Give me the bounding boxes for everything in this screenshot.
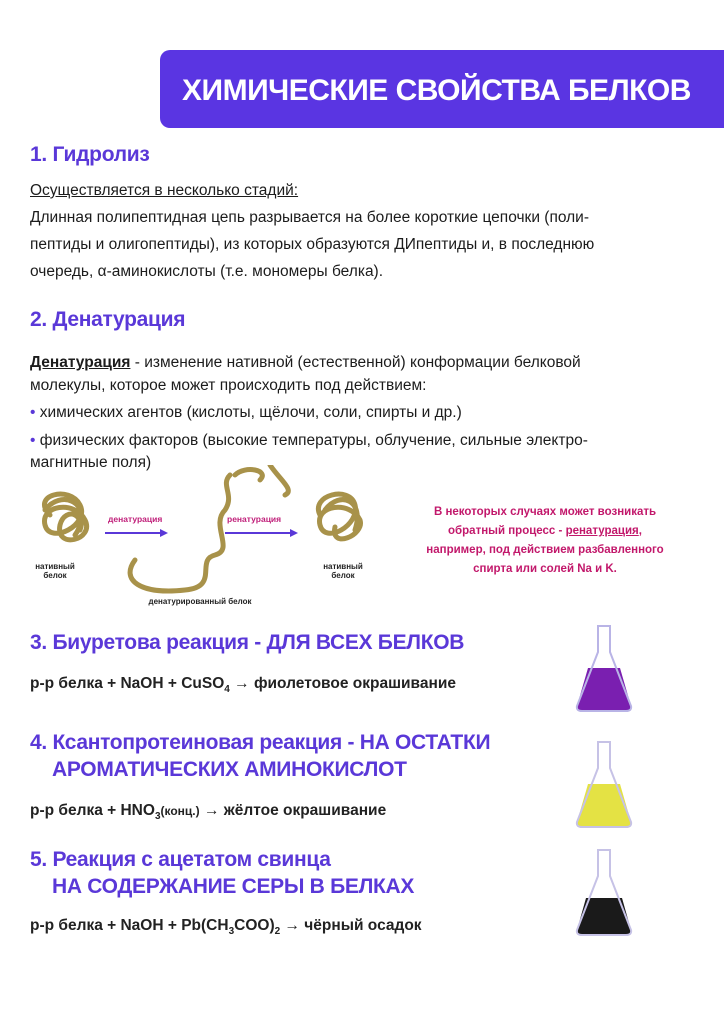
note-line: например, под действием разбавленного: [426, 544, 664, 556]
section-heading-hydrolysis: 1. Гидролиз: [30, 143, 150, 166]
page-title: ХИМИЧЕСКИЕ СВОЙСТВА БЕЛКОВ: [182, 74, 691, 107]
native-protein-right-image: [318, 494, 360, 539]
bullet-text: химических агентов (кислоты, щёлочи, соли, спирты и др.): [39, 404, 462, 421]
section-heading-biuret: 3. Биуретова реакция - ДЛЯ ВСЕХ БЕЛКОВ: [30, 631, 465, 654]
arrow-label-renaturation: ренатурация: [227, 514, 282, 524]
label-denatured-protein: денатурированный белок: [148, 597, 252, 606]
section-heading-lead-acetate: 5. Реакция с ацетатом свинца: [30, 848, 331, 871]
biuret-formula: р-р белка + NaOH + CuSO$_4$ → фиолетовое окрашивание: [30, 675, 456, 696]
hydrolysis-line: очередь, α-аминокислоты (т.е. мономеры белка).: [30, 263, 384, 280]
section-subheading-xanthoprotein: АРОМАТИЧЕСКИХ АМИНОКИСЛОТ: [52, 758, 407, 781]
denatured-protein-image: [130, 465, 288, 591]
denaturation-term: Денатурация: [30, 354, 131, 371]
note-line: спирта или солей Na и K.: [473, 563, 617, 575]
native-protein-left-image: [44, 494, 86, 540]
renaturation-note: [400, 503, 690, 579]
bullet-icon: •: [30, 432, 40, 449]
note-line: В некоторых случаях может возникать: [433, 506, 657, 518]
flask-yellow-icon: [574, 738, 634, 830]
definition-text: молекулы, которое может происходить под действием:: [30, 377, 427, 394]
renaturation-term: ренатурация: [565, 525, 639, 537]
arrow-label-denaturation: денатурация: [108, 514, 163, 524]
bullet-icon: •: [30, 404, 40, 421]
hydrolysis-line: пептиды и олигопептиды), из которых образуются ДИпептиды и, в последнюю: [30, 236, 595, 253]
hydrolysis-intro: Осуществляется в несколько стадий:: [30, 182, 299, 199]
section-subheading-lead-acetate: НА СОДЕРЖАНИЕ СЕРЫ В БЕЛКАХ: [52, 875, 415, 898]
lead-acetate-formula: р-р белка + NaOH + $Pb(CH_3COO)_2$ → чёрный осадок: [30, 917, 422, 938]
bullet-text-cont: магнитные поля): [30, 454, 152, 471]
bullet-item: [30, 399, 462, 426]
flask-black-icon: [574, 846, 634, 938]
flask-violet-icon: [574, 622, 634, 714]
section-heading-denaturation: 2. Денатурация: [30, 308, 186, 331]
definition-text: - изменение нативной (естественной) конформации белковой: [130, 354, 581, 371]
denaturation-diagram: [20, 465, 400, 615]
label-native-protein: нативный белок: [35, 562, 75, 580]
section-heading-xanthoprotein: 4. Ксантопротеиновая реакция - НА ОСТАТКИ: [30, 731, 491, 754]
xanthoprotein-formula: р-р белка + $HNO_3(конц.)$ → жёлтое окрашивание: [30, 802, 387, 823]
hydrolysis-line: Длинная полипептидная цепь разрывается на более короткие цепочки (поли-: [30, 209, 589, 226]
note-line: обратный процесс - ренатурация,: [448, 525, 642, 537]
label-native-protein: нативный белок: [323, 562, 363, 580]
bullet-text: физических факторов (высокие температуры, облучение, сильные электро-: [39, 432, 588, 449]
